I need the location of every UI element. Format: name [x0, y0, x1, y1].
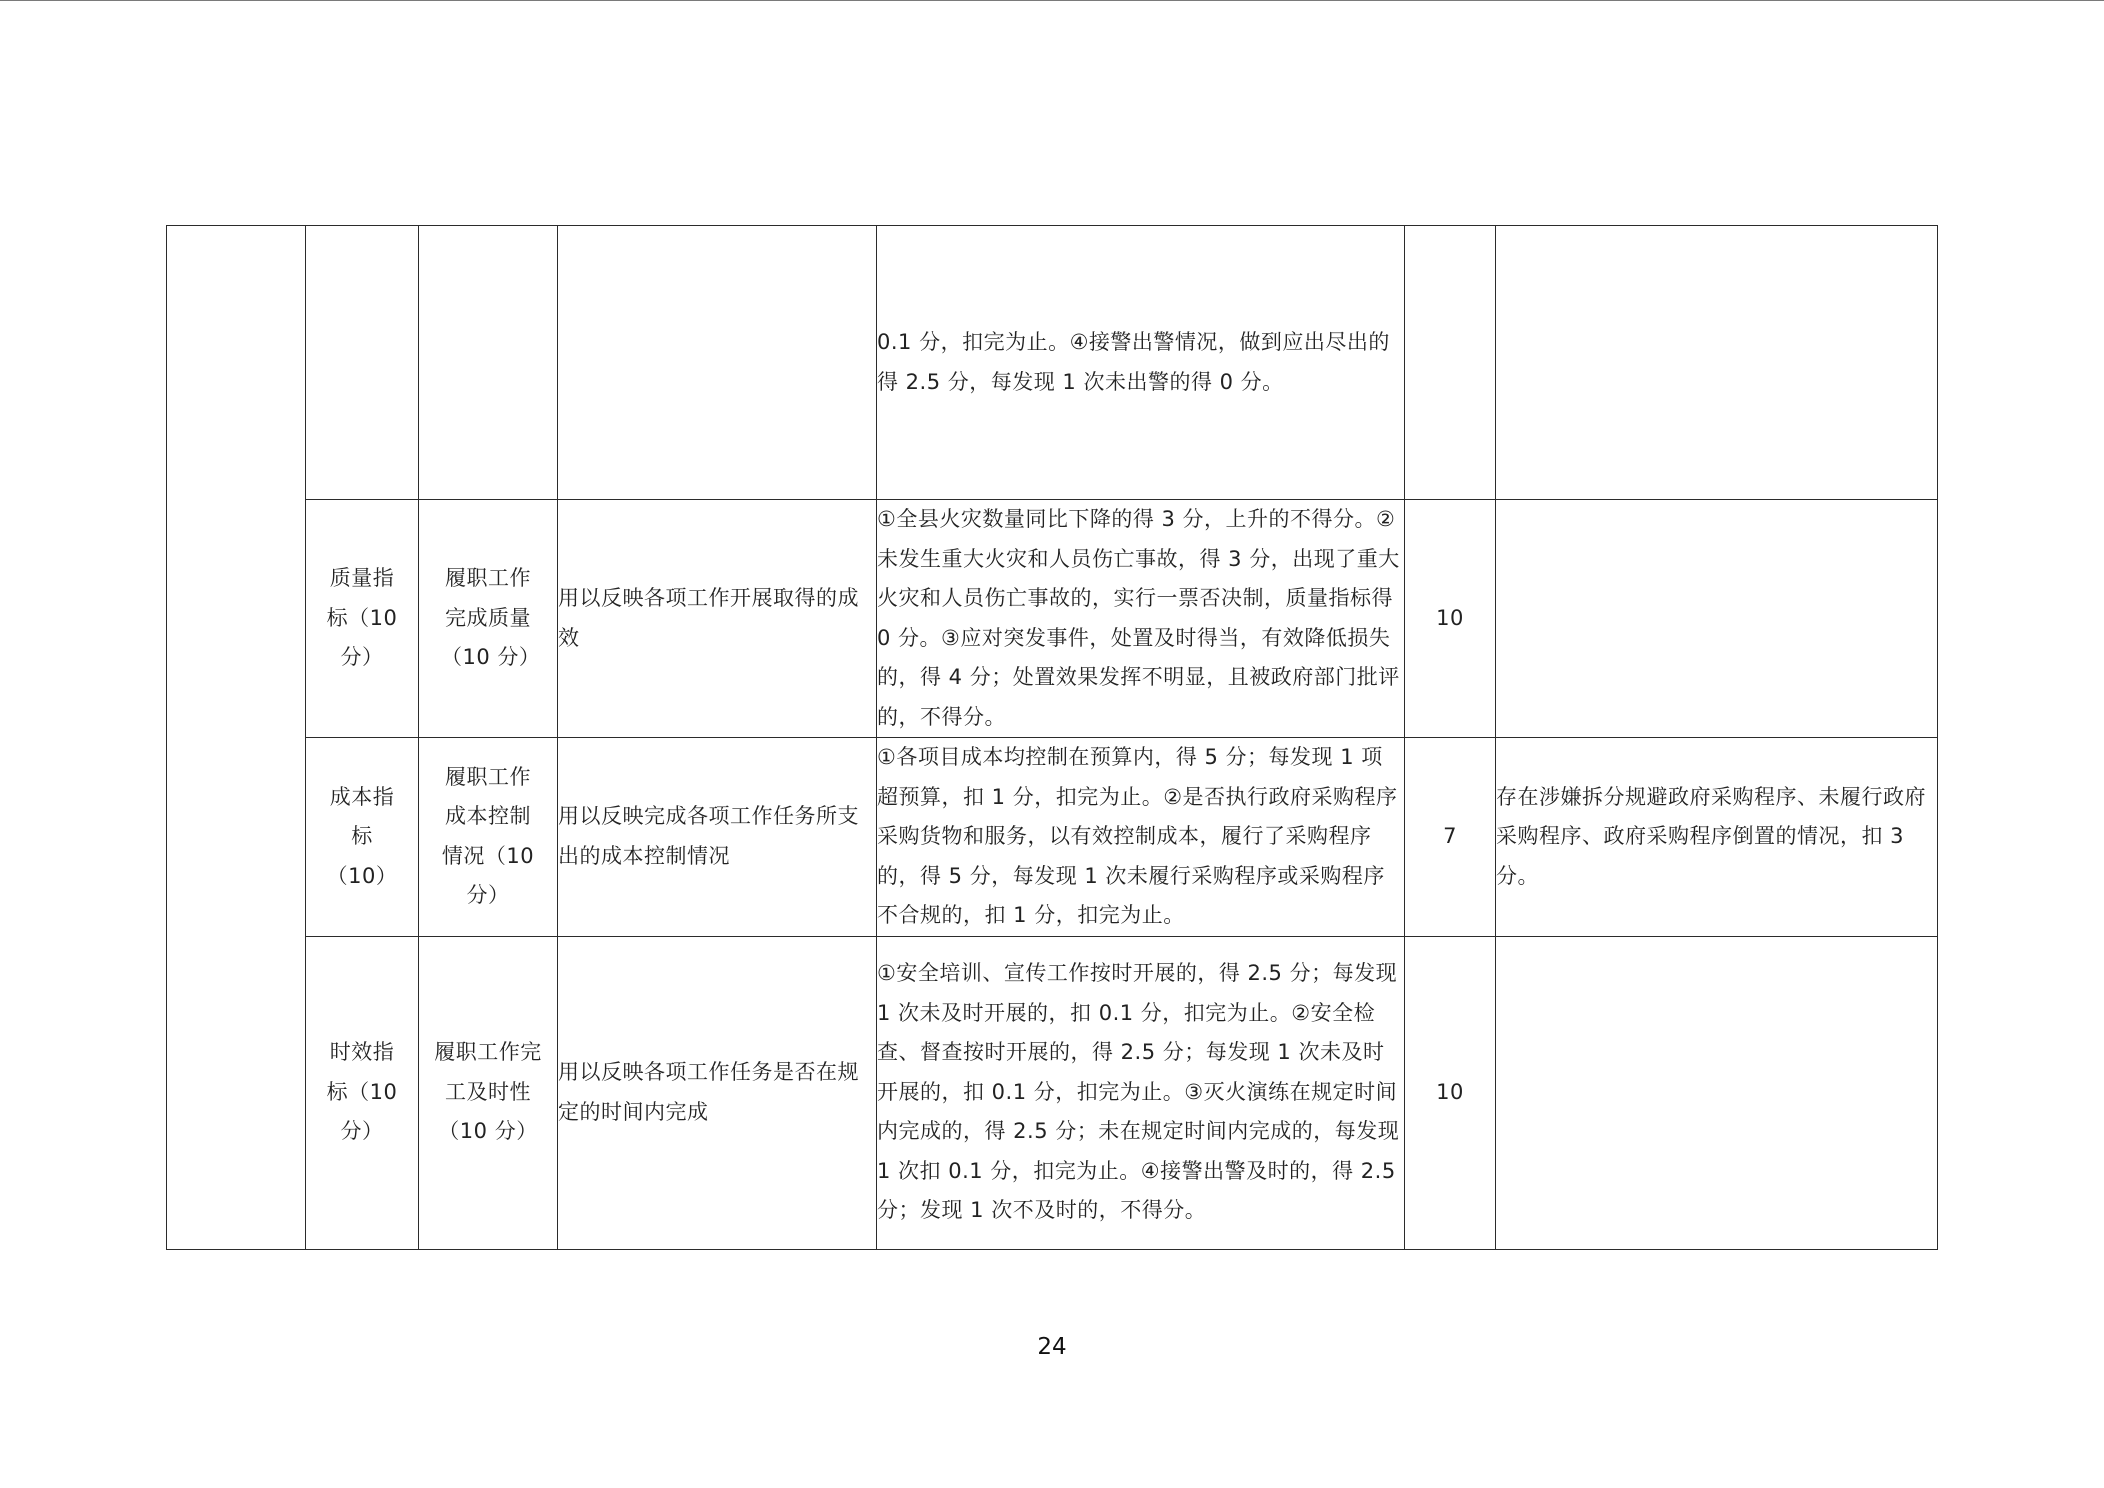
table-row: [167, 226, 1938, 500]
indicator-cell: 履职工作完成质量（10 分）: [419, 500, 558, 738]
remark-cell: [1496, 226, 1938, 500]
indicator-cell: [419, 226, 558, 500]
evaluation-table: [166, 225, 1938, 1250]
scoring-rule-cell: ①安全培训、宣传工作按时开展的，得 2.5 分；每发现 1 次未及时开展的，扣 0.1 分，扣完为止。②安全检查、督查按时开展的，得 2.5 分；每发现 1 次未及时开展的，扣 0.1 分，扣完为止。③灭火演练在规定时间内完成的，得 2.5 分；未在规定时间内完成的，每发现 1 次扣 0.1 分，扣完为止。④接警出警及时的，得 2.5 分；发现 1 次不及时的，不得分。: [877, 936, 1405, 1249]
level1-indicator-cell: [167, 226, 306, 1250]
description-cell: [558, 226, 877, 500]
scoring-rule-cell: ①各项目成本均控制在预算内，得 5 分；每发现 1 项超预算，扣 1 分，扣完为止。②是否执行政府采购程序采购货物和服务，以有效控制成本，履行了采购程序的，得 5 分，每发现 1 次未履行采购程序或采购程序不合规的，扣 1 分，扣完为止。: [877, 738, 1405, 937]
page-top-border: [0, 0, 2104, 1]
score-cell: 7: [1405, 738, 1496, 937]
description-cell: 用以反映各项工作开展取得的成效: [558, 500, 877, 738]
page-number: 24: [1037, 1334, 1067, 1360]
indicator-cell: 履职工作成本控制情况（10 分）: [419, 738, 558, 937]
scoring-rule-cell: ①全县火灾数量同比下降的得 3 分，上升的不得分。②未发生重大火灾和人员伤亡事故，得 3 分，出现了重大火灾和人员伤亡事故的，实行一票否决制，质量指标得 0 分。③应对突发事件，处置及时得当，有效降低损失的，得 4 分；处置效果发挥不明显，且被政府部门批评的，不得分。: [877, 500, 1405, 738]
description-cell: 用以反映完成各项工作任务所支出的成本控制情况: [558, 738, 877, 937]
table-row: [167, 500, 1938, 738]
indicator-cell: 履职工作完工及时性（10 分）: [419, 936, 558, 1249]
category-cell: 成本指标（10）: [306, 738, 419, 937]
category-cell: [306, 226, 419, 500]
score-cell: [1405, 226, 1496, 500]
table-row: [167, 936, 1938, 1249]
score-cell: 10: [1405, 936, 1496, 1249]
remark-cell: 存在涉嫌拆分规避政府采购程序、未履行政府采购程序、政府采购程序倒置的情况，扣 3 分。: [1496, 738, 1938, 937]
table-row: [167, 738, 1938, 937]
score-cell: 10: [1405, 500, 1496, 738]
remark-cell: [1496, 936, 1938, 1249]
category-cell: 时效指标（10 分）: [306, 936, 419, 1249]
scoring-rule-cell: 0.1 分，扣完为止。④接警出警情况，做到应出尽出的得 2.5 分，每发现 1 次未出警的得 0 分。: [877, 226, 1405, 500]
remark-cell: [1496, 500, 1938, 738]
category-cell: 质量指标（10 分）: [306, 500, 419, 738]
description-cell: 用以反映各项工作任务是否在规定的时间内完成: [558, 936, 877, 1249]
